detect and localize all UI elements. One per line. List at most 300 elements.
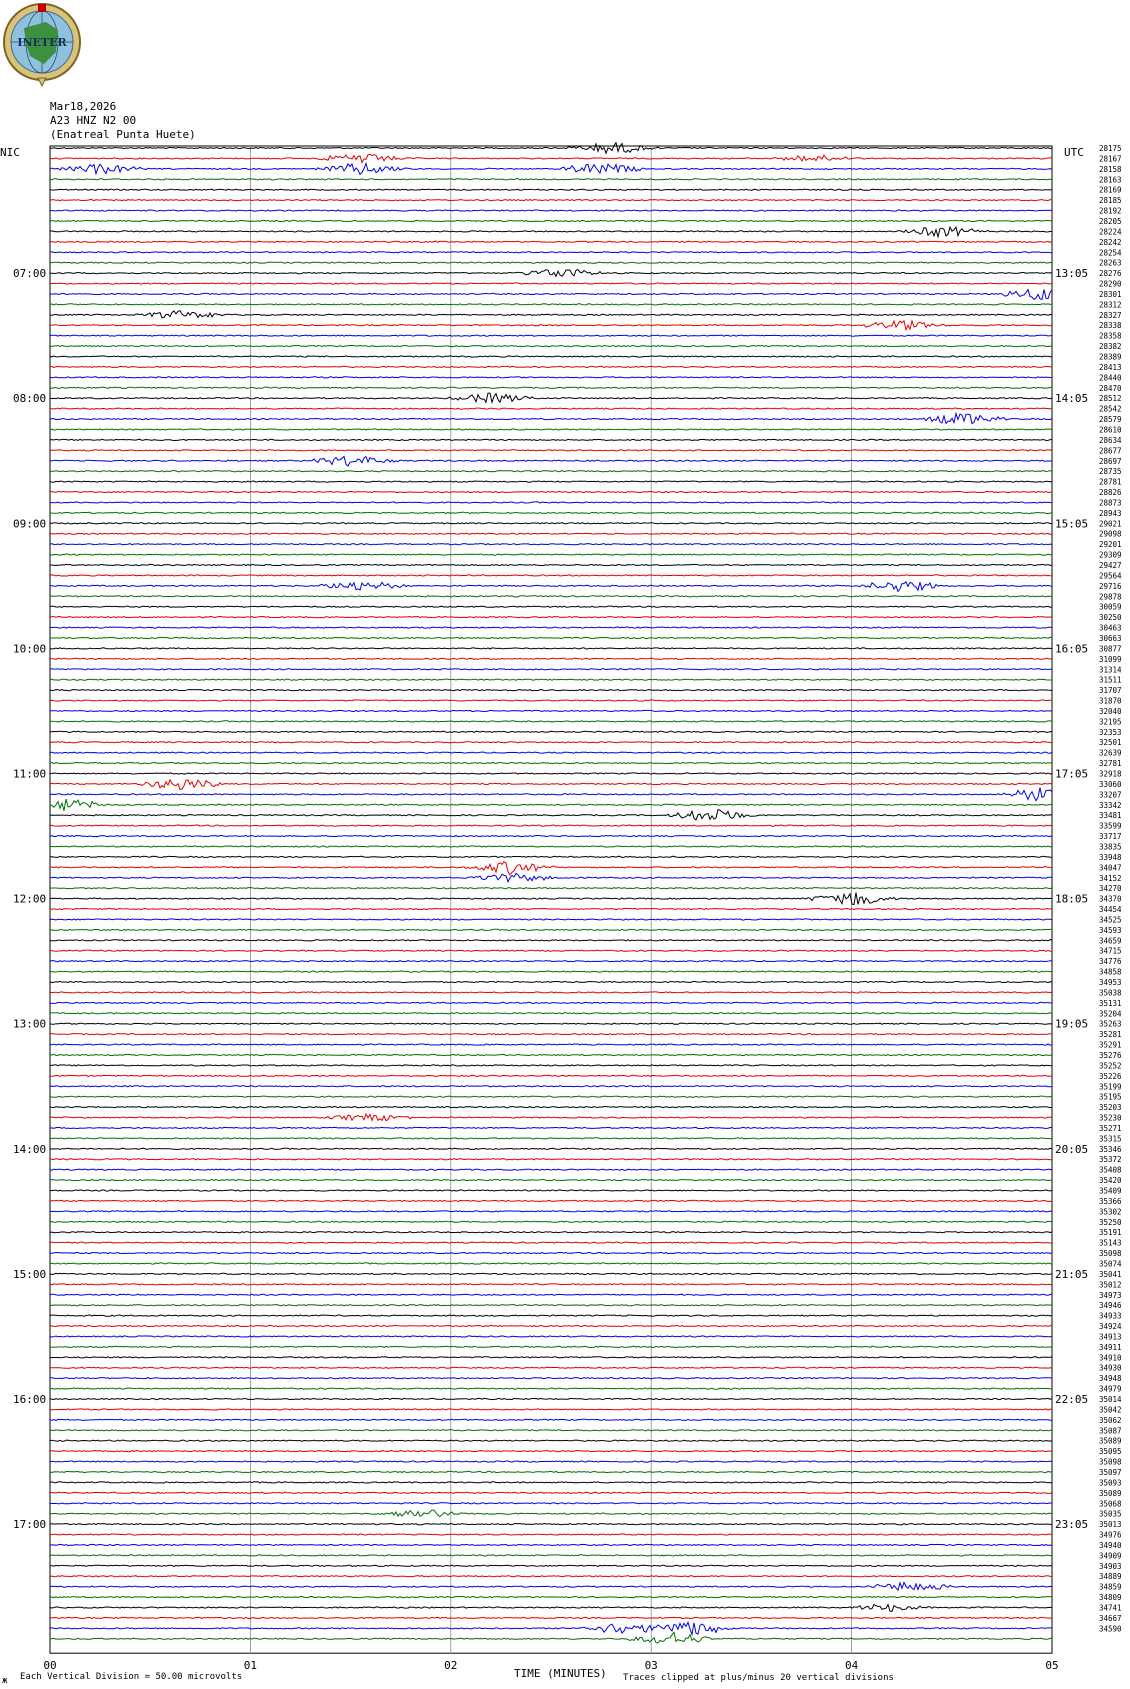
seismic-trace (50, 200, 1052, 201)
trace-count-label: 33599 (1099, 821, 1122, 831)
seismic-trace (50, 321, 1052, 330)
seismic-trace (50, 1242, 1052, 1243)
trace-count-label: 28943 (1099, 508, 1122, 518)
trace-count-label: 32918 (1099, 769, 1122, 779)
date-label: Mar18,2026 (50, 100, 117, 113)
trace-count-label: 35095 (1099, 1447, 1122, 1457)
seismic-trace (50, 1086, 1052, 1087)
trace-count-label: 30463 (1099, 623, 1122, 633)
trace-count-label: 28697 (1099, 456, 1122, 466)
seismic-trace (50, 1065, 1052, 1066)
seismic-trace (50, 554, 1052, 555)
trace-count-label: 28579 (1099, 415, 1122, 425)
seismic-trace (50, 1263, 1052, 1264)
logo-text: INETER (17, 36, 67, 49)
trace-count-label: 28254 (1099, 248, 1122, 258)
seismic-trace (50, 143, 1052, 154)
seismic-trace (50, 981, 1052, 982)
seismic-trace (50, 1253, 1052, 1254)
seismic-trace (50, 564, 1052, 565)
trace-count-label: 35291 (1099, 1040, 1122, 1050)
seismic-trace (50, 1138, 1052, 1139)
seismic-trace (50, 1583, 1052, 1591)
trace-count-label: 28301 (1099, 289, 1122, 299)
seismic-trace (50, 825, 1052, 826)
trace-count-label: 35191 (1099, 1228, 1122, 1238)
seismic-trace (50, 1054, 1052, 1055)
seismic-trace (50, 210, 1052, 211)
x-tick-label: 02 (444, 1659, 458, 1673)
trace-count-label: 35276 (1099, 1050, 1122, 1060)
location-label: (Enatreal Punta Huete) (50, 128, 196, 141)
trace-count-label: 35281 (1099, 1030, 1122, 1040)
trace-count-label: 35089 (1099, 1488, 1122, 1498)
seismic-trace (50, 690, 1052, 691)
seismic-trace (50, 1605, 1052, 1612)
trace-count-label: 32501 (1099, 738, 1122, 748)
seismic-trace (50, 1555, 1052, 1556)
trace-count-label: 28163 (1099, 175, 1122, 185)
seismic-trace (50, 1211, 1052, 1212)
nic-hour-label: 11:00 (13, 767, 47, 781)
trace-count-label: 28158 (1099, 164, 1122, 174)
seismic-trace (50, 799, 1052, 811)
seismic-trace (50, 1096, 1052, 1097)
trace-count-label: 35098 (1099, 1249, 1122, 1259)
trace-count-label: 34976 (1099, 1530, 1122, 1540)
seismic-trace (50, 1127, 1052, 1128)
seismic-trace (50, 1440, 1052, 1441)
trace-count-label: 35199 (1099, 1082, 1122, 1092)
nic-hour-label: 10:00 (13, 642, 47, 656)
trace-count-label: 35014 (1099, 1395, 1122, 1404)
seismic-trace (50, 846, 1052, 847)
trace-count-label: 34593 (1099, 925, 1122, 935)
seismic-trace (50, 700, 1052, 701)
seismic-trace (50, 752, 1052, 753)
trace-count-label: 30250 (1099, 613, 1122, 623)
trace-count-label: 28781 (1099, 477, 1122, 487)
seismic-trace (50, 862, 1052, 875)
utc-hour-label: 22:05 (1055, 1393, 1089, 1406)
trace-count-label: 29309 (1099, 550, 1122, 560)
utc-hour-label: 23:05 (1055, 1518, 1089, 1532)
seismic-trace (50, 992, 1052, 993)
trace-count-label: 34933 (1099, 1311, 1122, 1321)
trace-count-label: 28205 (1099, 216, 1122, 226)
trace-count-label: 28338 (1099, 321, 1122, 331)
seismic-trace (50, 1622, 1052, 1634)
seismic-trace (50, 429, 1052, 430)
trace-count-label: 35038 (1099, 988, 1122, 998)
trace-count-label: 34667 (1099, 1613, 1122, 1623)
trace-count-label: 30663 (1099, 633, 1122, 643)
trace-count-label: 35035 (1099, 1509, 1122, 1519)
trace-count-label: 34973 (1099, 1290, 1122, 1300)
nic-zone-label: NIC (0, 146, 20, 159)
trace-count-label: 33481 (1099, 811, 1122, 821)
seismic-trace (50, 179, 1052, 180)
plot-border (50, 146, 1052, 1653)
seismic-trace (50, 408, 1052, 409)
seismic-trace (50, 710, 1052, 711)
seismic-trace (50, 731, 1052, 732)
trace-count-label: 31314 (1099, 665, 1122, 675)
seismic-trace (50, 1232, 1052, 1233)
trace-count-label: 32195 (1099, 717, 1122, 727)
trace-count-label: 34889 (1099, 1572, 1122, 1582)
seismic-trace (50, 961, 1052, 962)
trace-count-label: 35012 (1099, 1280, 1122, 1290)
seismic-trace (50, 290, 1052, 300)
seismic-trace (50, 252, 1052, 253)
seismic-trace (50, 523, 1052, 524)
trace-count-label: 35203 (1099, 1103, 1122, 1113)
trace-count-label: 34715 (1099, 946, 1122, 956)
trace-count-label: 29021 (1099, 519, 1122, 529)
nic-hour-label: 12:00 (13, 892, 47, 906)
seismic-trace (50, 679, 1052, 680)
seismic-trace (50, 1325, 1052, 1326)
seismic-trace (50, 1200, 1052, 1201)
trace-count-label: 29098 (1099, 529, 1122, 539)
trace-count-label: 28677 (1099, 446, 1122, 456)
utc-hour-label: 13:05 (1055, 267, 1089, 281)
seismic-trace (50, 810, 1052, 820)
trace-count-label: 34946 (1099, 1301, 1122, 1311)
seismic-trace (50, 387, 1052, 388)
seismic-trace (50, 1503, 1052, 1504)
trace-count-label: 34979 (1099, 1384, 1122, 1394)
seismic-trace (50, 637, 1052, 638)
seismic-trace (50, 908, 1052, 909)
seismic-trace (50, 533, 1052, 534)
trace-count-label: 28826 (1099, 488, 1122, 498)
seismic-trace (50, 377, 1052, 378)
trace-count-label: 28512 (1099, 394, 1122, 404)
seismic-trace (50, 227, 1052, 237)
trace-count-label: 29716 (1099, 581, 1122, 591)
seismic-trace (50, 1107, 1052, 1108)
utc-hour-label: 21:05 (1055, 1267, 1089, 1281)
trace-count-label: 35013 (1099, 1520, 1122, 1530)
trace-count-label: 28413 (1099, 362, 1122, 372)
trace-count-label: 28735 (1099, 467, 1122, 477)
seismic-trace (50, 1534, 1052, 1535)
trace-count-label: 28175 (1099, 144, 1122, 153)
trace-count-label: 32040 (1099, 706, 1122, 716)
seismic-trace (50, 874, 1052, 882)
seismic-trace (50, 1632, 1052, 1643)
trace-count-label: 30877 (1099, 644, 1122, 654)
trace-count-label: 35420 (1099, 1176, 1122, 1186)
seismic-trace (50, 1075, 1052, 1076)
trace-count-label: 33207 (1099, 790, 1122, 800)
seismic-trace (50, 1378, 1052, 1379)
seismic-trace (50, 393, 1052, 402)
seismic-trace (50, 1617, 1052, 1618)
seismic-trace (50, 940, 1052, 941)
trace-count-label: 32353 (1099, 727, 1122, 737)
seismic-trace (50, 1148, 1052, 1149)
trace-count-label: 35143 (1099, 1238, 1122, 1248)
utc-hour-label: 19:05 (1055, 1017, 1089, 1031)
seismic-trace (50, 669, 1052, 670)
utc-hour-label: 20:05 (1055, 1142, 1089, 1156)
nic-hour-label: 09:00 (13, 517, 47, 531)
trace-count-label: 35315 (1099, 1134, 1122, 1144)
trace-count-label: 34370 (1099, 894, 1122, 904)
seismic-trace (50, 1034, 1052, 1035)
seismic-trace (50, 648, 1052, 649)
seismic-trace (50, 471, 1052, 472)
seismic-trace (50, 893, 1052, 905)
trace-count-label: 28634 (1099, 435, 1122, 445)
trace-count-label: 28263 (1099, 258, 1122, 268)
trace-count-label: 35204 (1099, 1009, 1122, 1019)
seismic-trace (50, 888, 1052, 889)
trace-count-label: 35226 (1099, 1071, 1122, 1081)
trace-count-label: 28873 (1099, 498, 1122, 508)
trace-count-label: 34809 (1099, 1593, 1122, 1603)
x-tick-label: 05 (1045, 1659, 1059, 1673)
trace-count-label: 33948 (1099, 852, 1122, 862)
trace-count-label: 33342 (1099, 800, 1122, 810)
trace-count-label: 35409 (1099, 1186, 1122, 1196)
trace-count-label: 35195 (1099, 1092, 1122, 1102)
trace-count-label: 35250 (1099, 1217, 1122, 1227)
seismic-trace (50, 919, 1052, 920)
seismic-trace (50, 262, 1052, 263)
seismic-trace (50, 1388, 1052, 1389)
nic-hour-label: 16:00 (13, 1393, 47, 1406)
utc-hour-label: 18:05 (1055, 892, 1089, 906)
nic-hour-label: 07:00 (13, 267, 47, 281)
plot-frame (50, 146, 1052, 1653)
seismic-trace (50, 220, 1052, 221)
seismic-trace (50, 154, 1052, 162)
trace-count-label: 28389 (1099, 352, 1122, 362)
seismic-trace (50, 1510, 1052, 1517)
seismic-trace (50, 491, 1052, 492)
seismic-trace (50, 929, 1052, 930)
seismic-trace (50, 450, 1052, 451)
seismic-trace (50, 1336, 1052, 1337)
seismic-trace (50, 1159, 1052, 1160)
x-tick-label: 03 (644, 1659, 658, 1673)
seismic-trace (50, 658, 1052, 659)
x-axis-title: TIME (MINUTES) (514, 1667, 607, 1680)
trace-count-label: 31707 (1099, 686, 1122, 696)
seismic-trace (50, 1524, 1052, 1525)
seismic-trace (50, 1044, 1052, 1045)
seismic-trace (50, 627, 1052, 628)
x-tick-label: 01 (243, 1659, 258, 1673)
seismic-trace (50, 304, 1052, 305)
trace-count-label: 28382 (1099, 342, 1122, 352)
x-tick-label: 04 (844, 1659, 859, 1673)
trace-count-label: 34858 (1099, 967, 1122, 977)
seismic-trace (50, 788, 1052, 801)
seismic-trace (50, 346, 1052, 347)
seismic-trace (50, 617, 1052, 618)
trace-count-label: 29427 (1099, 561, 1122, 570)
nic-hour-label: 17:00 (13, 1518, 47, 1532)
seismic-trace (50, 950, 1052, 951)
seismic-trace (50, 575, 1052, 576)
trace-count-label: 34859 (1099, 1582, 1122, 1592)
seismic-trace (50, 836, 1052, 837)
seismic-trace (50, 1013, 1052, 1014)
trace-count-label: 28470 (1099, 383, 1122, 393)
seismic-trace (50, 439, 1052, 440)
seismic-trace (50, 780, 1052, 790)
seismic-trace (50, 189, 1052, 190)
trace-count-label: 28440 (1099, 373, 1122, 383)
seismic-trace (50, 1409, 1052, 1410)
seismic-trace (50, 1451, 1052, 1452)
trace-count-label: 35271 (1099, 1123, 1122, 1133)
seismic-trace (50, 1169, 1052, 1170)
seismic-trace (50, 606, 1052, 607)
trace-count-label: 28167 (1099, 154, 1122, 164)
trace-count-label: 35346 (1099, 1144, 1122, 1154)
trace-count-label: 35093 (1099, 1478, 1122, 1488)
trace-count-label: 28610 (1099, 425, 1122, 435)
trace-count-label: 35263 (1099, 1019, 1122, 1029)
trace-count-label: 34454 (1099, 905, 1122, 915)
trace-count-label: 28327 (1099, 310, 1122, 320)
trace-count-label: 29564 (1099, 571, 1122, 581)
utc-hour-label: 15:05 (1055, 517, 1089, 531)
trace-count-label: 29878 (1099, 592, 1122, 602)
seismic-trace (50, 241, 1052, 242)
trace-count-label: 33717 (1099, 832, 1122, 842)
trace-count-label: 35087 (1099, 1426, 1122, 1436)
trace-count-label: 35302 (1099, 1207, 1122, 1217)
utc-zone-label: UTC (1064, 146, 1084, 159)
seismic-trace (50, 1492, 1052, 1493)
trace-count-label: 31870 (1099, 696, 1122, 706)
trace-count-label: 28185 (1099, 196, 1122, 206)
trace-count-label: 35408 (1099, 1165, 1122, 1175)
seismic-trace (50, 1315, 1052, 1316)
seismic-trace (50, 1002, 1052, 1003)
trace-count-label: 34948 (1099, 1374, 1122, 1384)
seismic-trace (50, 1461, 1052, 1462)
trace-count-label: 35068 (1099, 1499, 1122, 1509)
seismic-trace (50, 335, 1052, 336)
nic-hour-label: 13:00 (13, 1017, 47, 1031)
trace-count-label: 34152 (1099, 873, 1122, 883)
trace-count-label: 28358 (1099, 331, 1122, 341)
trace-count-label: 34924 (1099, 1322, 1122, 1332)
trace-count-label: 34525 (1099, 915, 1122, 925)
seismic-trace (50, 582, 1052, 592)
seismic-trace (50, 721, 1052, 722)
trace-count-label: 35372 (1099, 1155, 1122, 1165)
trace-count-label: 34953 (1099, 978, 1122, 987)
seismic-trace (50, 742, 1052, 743)
trace-count-label: 28224 (1099, 227, 1122, 237)
trace-count-label: 31099 (1099, 654, 1122, 664)
trace-count-label: 35074 (1099, 1259, 1122, 1269)
seismic-trace (50, 311, 1052, 318)
corner-mark: ж (2, 1676, 8, 1686)
seismic-trace (50, 971, 1052, 972)
nic-hour-label: 08:00 (13, 392, 47, 406)
trace-count-label: 28242 (1099, 237, 1122, 247)
seismic-trace (50, 1357, 1052, 1358)
trace-count-label: 35097 (1099, 1467, 1122, 1477)
utc-hour-label: 16:05 (1055, 642, 1089, 656)
seismic-trace (50, 1565, 1052, 1566)
trace-count-label: 35062 (1099, 1415, 1122, 1425)
trace-count-label: 33060 (1099, 779, 1122, 789)
trace-count-label: 28276 (1099, 269, 1122, 279)
trace-count-label: 34270 (1099, 884, 1122, 894)
seismic-trace (50, 1294, 1052, 1295)
trace-count-label: 34741 (1099, 1603, 1122, 1613)
seismic-trace (50, 1398, 1052, 1399)
nic-hour-label: 15:00 (13, 1267, 47, 1281)
trace-count-label: 34913 (1099, 1332, 1122, 1342)
trace-count-label: 31511 (1099, 675, 1122, 685)
seismic-trace (50, 1419, 1052, 1420)
seismic-trace (50, 1284, 1052, 1285)
seismic-trace (50, 366, 1052, 367)
trace-count-label: 35230 (1099, 1113, 1122, 1123)
seismic-trace (50, 1471, 1052, 1472)
x-tick-label: 00 (43, 1659, 57, 1673)
seismic-trace (50, 481, 1052, 482)
trace-count-label: 32781 (1099, 759, 1122, 769)
seismic-trace (50, 1114, 1052, 1121)
trace-count-label: 28290 (1099, 279, 1122, 289)
trace-count-label: 33835 (1099, 842, 1122, 852)
trace-count-label: 34903 (1099, 1561, 1122, 1571)
trace-count-label: 35042 (1099, 1405, 1122, 1415)
utc-hour-label: 14:05 (1055, 392, 1089, 406)
seismic-trace (50, 773, 1052, 774)
seismic-trace (50, 414, 1052, 424)
trace-count-label: 32639 (1099, 748, 1122, 758)
seismic-trace (50, 763, 1052, 764)
seismic-trace (50, 1305, 1052, 1306)
seismic-trace (50, 1221, 1052, 1222)
seismic-trace (50, 502, 1052, 503)
seismic-trace (50, 1273, 1052, 1274)
trace-count-label: 34590 (1099, 1624, 1122, 1634)
clip-note: Traces clipped at plus/minus 20 vertical divisions (623, 1673, 894, 1683)
trace-count-label: 34940 (1099, 1540, 1122, 1550)
seismic-trace (50, 163, 1052, 174)
trace-count-label: 35366 (1099, 1196, 1122, 1206)
scale-note: Each Vertical Division = 50.00 microvolts (20, 1672, 243, 1682)
seismic-trace (50, 270, 1052, 277)
trace-count-label: 34659 (1099, 936, 1122, 946)
trace-count-label: 34047 (1099, 863, 1122, 873)
trace-count-label: 35041 (1099, 1269, 1122, 1279)
trace-count-label: 34930 (1099, 1363, 1122, 1373)
seismic-trace (50, 1430, 1052, 1431)
trace-count-label: 28169 (1099, 185, 1122, 195)
trace-count-label: 28192 (1099, 206, 1122, 216)
trace-count-label: 34910 (1099, 1353, 1122, 1363)
seismic-trace (50, 1576, 1052, 1577)
trace-count-label: 35098 (1099, 1457, 1122, 1467)
seismic-trace (50, 1023, 1052, 1024)
